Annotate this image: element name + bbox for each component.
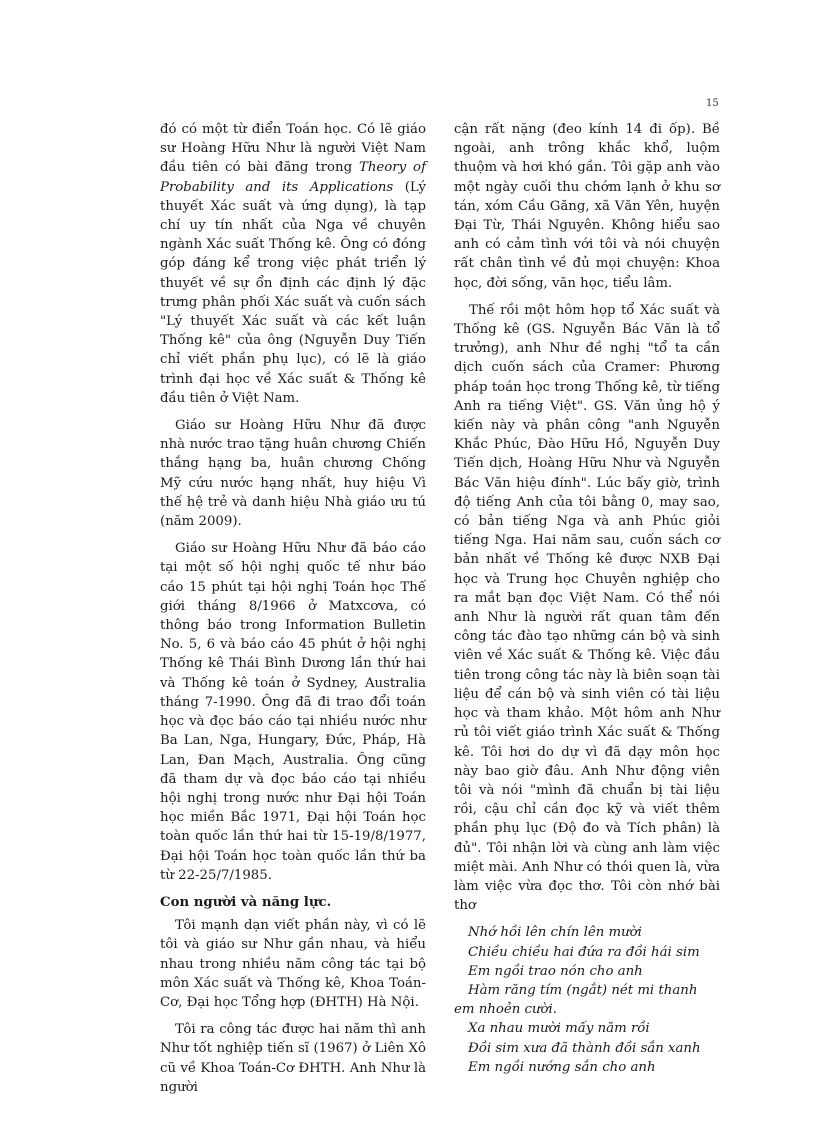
- paragraph: cận rất nặng (đeo kính 14 đi ốp). Bề ngoài, anh trông khắc khổ, luộm thuộm và hơi khó gần. Tôi gặp anh vào một ngày cuối thu chớm lạnh ở khu sơ tán, xóm Cầu Găng, xã Văn Yên, huyện Đại Từ, Thái Nguyên. Không hiểu sao anh có cảm tình với tôi và nói chuyện rất chân tình về đủ mọi chuyện: Khoa học, đời sống, văn học, tiểu lâm.: [454, 122, 720, 291]
- poem-line: Chiều chiều hai đứa ra đồi hái sim: [468, 944, 700, 960]
- paragraph-text: đó có một từ điển Toán học. Có lẽ giáo sư Hoàng Hữu Như là người Việt Nam đầu tiên có bài đăng trong: [160, 122, 426, 176]
- poem-line: Đồi sim xưa đã thành đồi sắn xanh: [468, 1040, 701, 1056]
- paragraph-text: (Lý thuyết Xác suất và ứng dụng), là tạp chí uy tín nhất của Nga về chuyên ngành Xác suất Thống kê. Ông có đóng góp đáng kể trong việc phát triển lý thuyết về sự ổn định các định lý đặc trưng phân phối Xác suất và cuốn sách "Lý thuyết Xác suất và các kết luận Thống kê" của ông (Nguyễn Duy Tiến chỉ viết phần phụ lục), có lẽ là giáo trình đại học về Xác suất & Thống kê đầu tiên ở Việt Nam.: [160, 179, 426, 406]
- poem: [454, 923, 720, 1077]
- journal-title: Theory of Probability and its Applications: [160, 160, 426, 195]
- poem-line: Nhớ hồi lên chín lên mười: [468, 925, 642, 941]
- paragraph: Tôi mạnh dạn viết phần này, vì có lẽ tôi và giáo sư Như gần nhau, và hiểu nhau trong nhiều năm công tác tại bộ môn Xác suất và Thống kê, Khoa Toán-Cơ, Đại học Tổng hợp (ĐHTH) Hà Nội.: [160, 918, 426, 1010]
- page-number: 15: [706, 98, 719, 109]
- paragraph: Thế rồi một hôm họp tổ Xác suất và Thống kê (GS. Nguyễn Bác Văn là tổ trưởng), anh Như đề nghị "tổ ta cần dịch cuốn sách của Cramer: Phương pháp toán học trong Thống kê, từ tiếng Anh ra tiếng Việt". GS. Văn ủng hộ ý kiến này và phân công "anh Nguyễn Khắc Phúc, Đào Hữu Hồ, Nguyễn Duy Tiến dịch, Hoàng Hữu Như và Nguyễn Bác Văn hiệu đính". Lúc bấy giờ, trình độ tiếng Anh của tôi bằng 0, may sao, có bản tiếng Nga và anh Phúc giỏi tiếng Nga. Hai năm sau, cuốn sách cơ bản nhất về Thống kê được NXB Đại học và Trung học Chuyên nghiệp cho ra mắt bạn đọc Việt Nam. Có thể nói anh Như là người rất quan tâm đến công tác đào tạo những cán bộ và sinh viên về Xác suất & Thống kê. Việc đầu tiên trong công tác này là biên soạn tài liệu để cán bộ và sinh viên có tài liệu học và tham khảo. Một hôm anh Như rủ tôi viết giáo trình Xác suất & Thống kê. Tôi hơi do dự vì đã dạy môn học này bao giờ đâu. Anh Như động viên tôi và nói "mình đã chuẩn bị tài liệu rồi, cậu chỉ cần đọc kỹ và viết thêm phần phụ lục (Độ đo và Tích phân) là đủ". Tôi nhận lời và cùng anh làm việc miệt mài. Anh Như có thói quen là, vừa làm việc vừa đọc thơ. Tôi còn nhớ bài thơ: [454, 302, 720, 914]
- poem-line: Em ngồi nướng sắn cho anh: [468, 1059, 656, 1075]
- paragraph: [160, 120, 426, 408]
- poem-line: Xa nhau mười mấy năm rồi: [468, 1021, 650, 1037]
- poem-line: Em ngồi trao nón cho anh: [468, 963, 643, 979]
- paragraph: Giáo sư Hoàng Hữu Như đã báo cáo tại một số hội nghị quốc tế như báo cáo 15 phút tại hội nghị Toán học Thế giới tháng 8/1966 ở Matxcơva, có thông báo trong Information Bulletin No. 5, 6 và báo cáo 45 phút ở hội nghị Thống kê Thái Bình Dương lần thứ hai và Thống kê toán ở Sydney, Australia tháng 7-1990. Ông đã đi trao đổi toán học và đọc báo cáo tại nhiều nước như Ba Lan, Nga, Hungary, Đức, Pháp, Hà Lan, Đan Mạch, Australia. Ông cũng đã tham dự và đọc báo cáo tại nhiều hội nghị trong nước như Đại hội Toán học miền Bắc 1971, Đại hội Toán học toàn quốc lần thứ hai từ 15-19/8/1977, Đại hội Toán học toàn quốc lần thứ ba từ 22-25/7/1985.: [160, 541, 426, 883]
- left-column: [160, 120, 426, 1105]
- poem-line: Hàm răng tím (ngắt) nét mi thanh em nhoẻn cười.: [454, 982, 698, 1018]
- paragraph: Giáo sư Hoàng Hữu Như đã được nhà nước trao tặng huân chương Chiến thắng hạng ba, huân chương Chống Mỹ cứu nước hạng nhất, huy hiệu Vì thế hệ trẻ và danh hiệu Nhà giáo ưu tú (năm 2009).: [160, 418, 426, 530]
- right-column: [454, 120, 720, 1077]
- paragraph: Tôi ra công tác được hai năm thì anh Như tốt nghiệp tiến sĩ (1967) ở Liên Xô cũ về Khoa Toán-Cơ ĐHTH. Anh Như là người: [160, 1022, 426, 1095]
- section-heading: Con người và năng lực.: [160, 894, 332, 910]
